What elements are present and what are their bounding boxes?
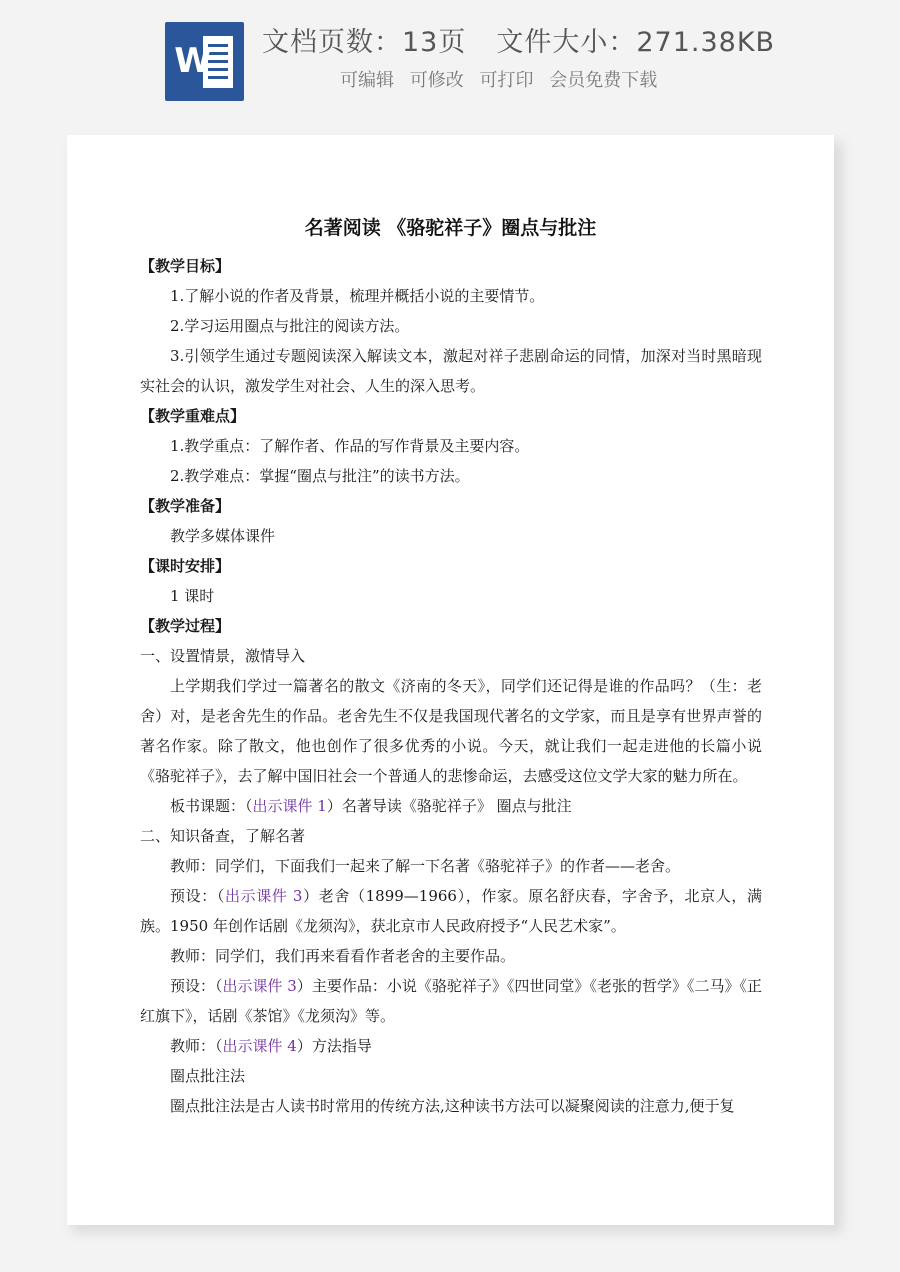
teacher-suffix: ）方法指导 <box>296 1037 372 1055</box>
board-title-line <box>140 791 762 821</box>
objective-item: 1.了解小说的作者及背景，梳理并概括小说的主要情节。 <box>170 287 545 305</box>
file-meta <box>262 20 775 59</box>
preset-line <box>140 881 762 941</box>
teacher-line: 教师：同学们，我们再来看看作者老舍的主要作品。 <box>170 947 516 965</box>
document-page <box>67 135 834 1225</box>
method-heading: 圈点批注法 <box>170 1067 246 1085</box>
feature-member-download: 会员免费下载 <box>549 70 658 91</box>
board-prefix: 板书课题：（ <box>170 797 253 815</box>
preset-suffix: ）老舍（1899—1966），作家。原名舒庆春，字舍予，北京人，满族。1950 年创作话剧《龙须沟》，获北京市人民政府授予“人民艺术家”。 <box>140 887 762 935</box>
teacher-prefix: 教师：（ <box>170 1037 223 1055</box>
key-point-item: 2.教学难点：掌握“圈点与批注”的读书方法。 <box>170 467 470 485</box>
objective-item: 2.学习运用圈点与批注的阅读方法。 <box>170 317 410 335</box>
intro-paragraph: 上学期我们学过一篇著名的散文《济南的冬天》，同学们还记得是谁的作品吗？（生：老舍）对，是老舍先生的作品。老舍先生不仅是我国现代著名的文学家，而且是享有世界声誉的著名作家。除了散文，他也创作了很多优秀的小说。今天，就让我们一起走进他的长篇小说《骆驼祥子》，去了解中国旧社会一个普通人的悲惨命运，去感受这位文学大家的魅力所在。 <box>140 677 762 785</box>
page-count: 文档页数：13页 <box>262 27 467 58</box>
document-body <box>140 251 762 1121</box>
preset-prefix: 预设：（ <box>170 977 223 995</box>
section-heading: 一、设置情景，激情导入 <box>140 647 306 665</box>
objectives-heading: 【教学目标】 <box>140 257 231 275</box>
slide-reference: 出示课件 4 <box>222 1037 297 1055</box>
slide-reference: 出示课件 3 <box>222 977 297 995</box>
word-document-icon <box>165 22 244 101</box>
file-size: 文件大小：271.38KB <box>496 27 776 58</box>
preset-line <box>140 971 762 1031</box>
teacher-line: 教师：同学们，下面我们一起来了解一下名著《骆驼祥子》的作者——老舍。 <box>170 857 681 875</box>
process-heading: 【教学过程】 <box>140 617 231 635</box>
word-letter: W <box>174 41 212 81</box>
preparation-heading: 【教学准备】 <box>140 497 231 515</box>
feature-list <box>340 66 667 92</box>
preset-suffix: ）主要作品：小说《骆驼祥子》《四世同堂》《老张的哲学》《二马》《正红旗下》，话剧《茶馆》《龙须沟》等。 <box>140 977 762 1025</box>
download-banner <box>0 0 900 130</box>
preset-prefix: 预设：（ <box>170 887 226 905</box>
objective-item: 3.引领学生通过专题阅读深入解读文本，激起对祥子悲剧命运的同情，加深对当时黑暗现实社会的认识，激发学生对社会、人生的深入思考。 <box>140 347 762 395</box>
schedule-text: 1 课时 <box>170 587 215 605</box>
feature-printable: 可打印 <box>479 70 534 91</box>
key-point-item: 1.教学重点：了解作者、作品的写作背景及主要内容。 <box>170 437 530 455</box>
schedule-heading: 【课时安排】 <box>140 557 231 575</box>
slide-reference: 出示课件 1 <box>252 797 327 815</box>
feature-modifiable: 可修改 <box>409 70 464 91</box>
method-paragraph: 圈点批注法是古人读书时常用的传统方法,这种读书方法可以凝聚阅读的注意力,便于复 <box>170 1097 735 1115</box>
board-suffix: ）名著导读《骆驼祥子》 圈点与批注 <box>326 797 572 815</box>
document-title: 名著阅读 《骆驼祥子》圈点与批注 <box>304 217 597 239</box>
key-points-heading: 【教学重难点】 <box>140 407 246 425</box>
feature-editable: 可编辑 <box>340 70 394 91</box>
section-heading: 二、知识备查，了解名著 <box>140 827 306 845</box>
preparation-text: 教学多媒体课件 <box>170 527 276 545</box>
slide-reference: 出示课件 3 <box>225 887 303 905</box>
teacher-line <box>140 1031 762 1061</box>
